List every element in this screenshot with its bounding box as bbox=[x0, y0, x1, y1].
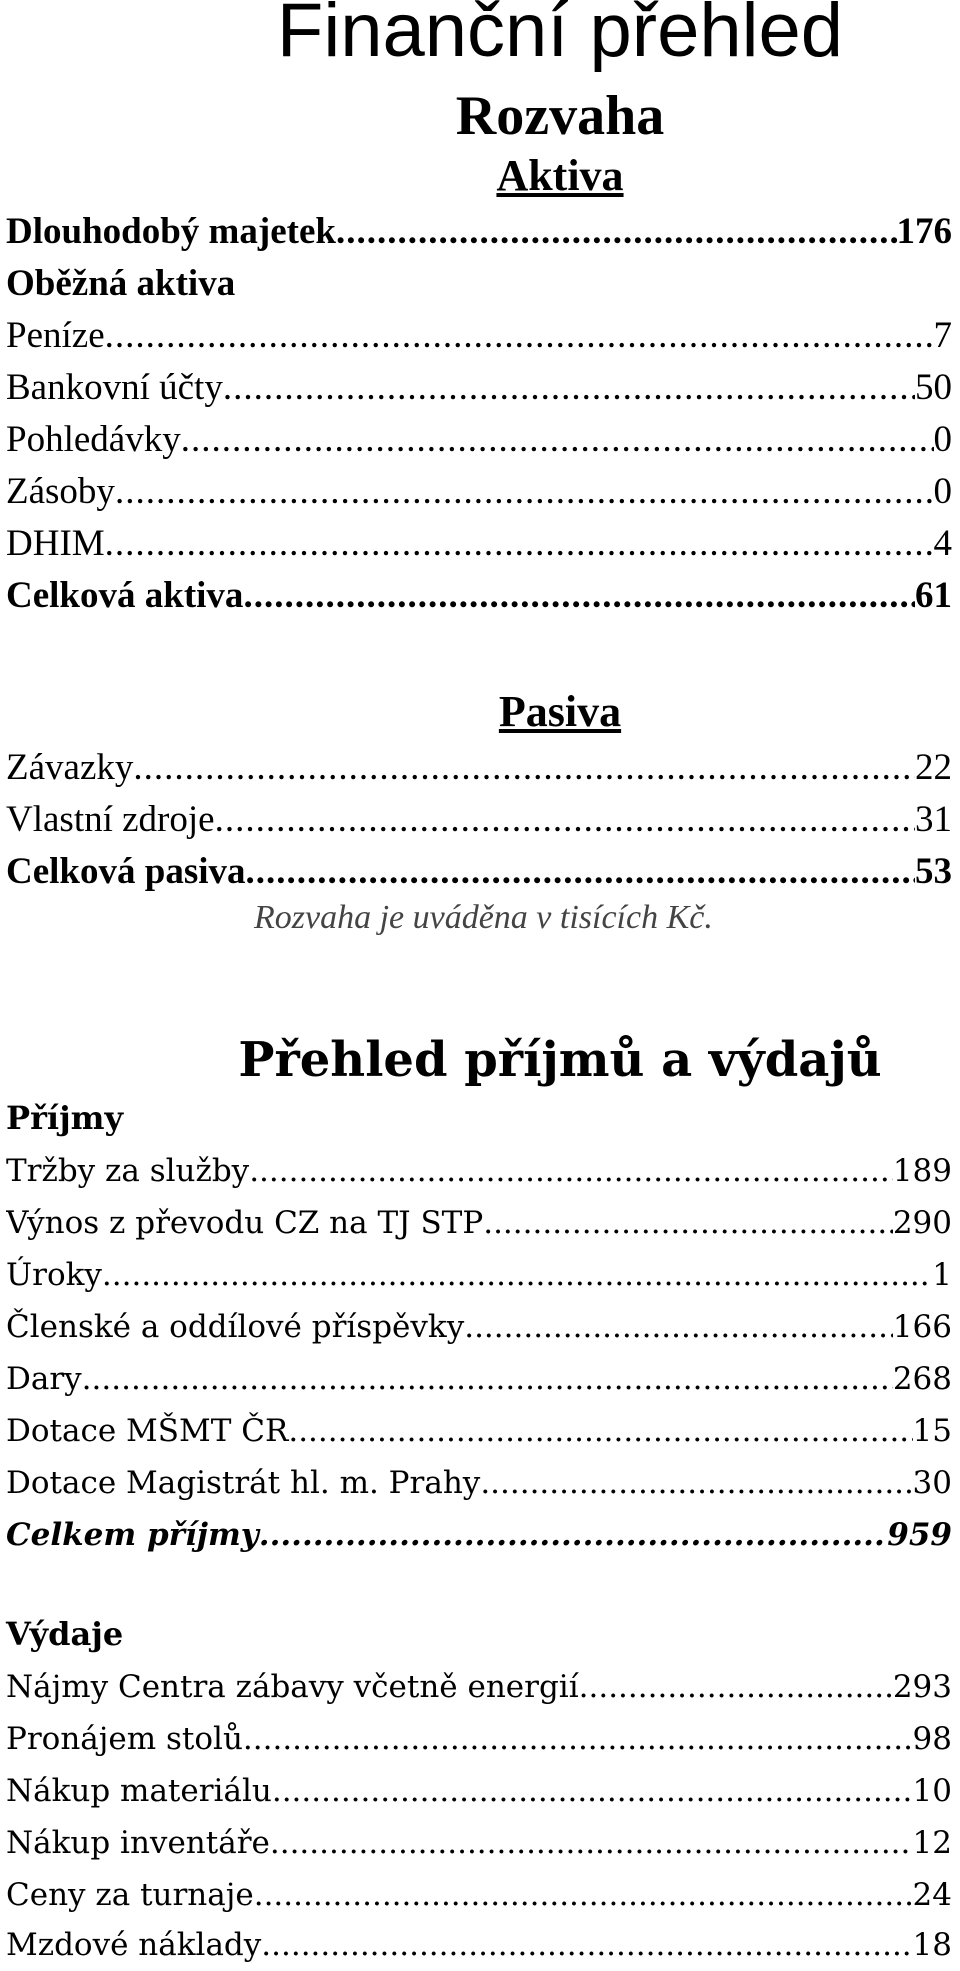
row-value: 0 bbox=[933, 419, 952, 460]
dot-leader bbox=[223, 362, 915, 414]
vydaje-row-najmy bbox=[6, 1662, 952, 1712]
row-label: Mzdové náklady bbox=[6, 1927, 262, 1963]
prijmy-row-uroky bbox=[6, 1250, 952, 1300]
aktiva-row-penize bbox=[6, 310, 952, 362]
row-value: 22 bbox=[915, 747, 952, 788]
dot-leader bbox=[464, 1302, 893, 1352]
row-value: 12 bbox=[912, 1825, 952, 1861]
row-label: Celková pasiva bbox=[6, 851, 246, 892]
row-value: 18 bbox=[912, 1927, 952, 1963]
aktiva-row-bankovni-ucty bbox=[6, 362, 952, 414]
rozvaha-title: Rozvaha bbox=[455, 85, 665, 147]
prijmy-row-dotace-msmt bbox=[6, 1406, 952, 1456]
row-value: 7 bbox=[933, 315, 952, 356]
prijmy-row-dary bbox=[6, 1354, 952, 1404]
row-value: 4 bbox=[933, 523, 952, 564]
row-label: Výnos z převodu CZ na TJ STP bbox=[6, 1205, 484, 1241]
dot-leader bbox=[288, 1406, 912, 1456]
vydaje-row-ceny-za-turnaje bbox=[6, 1870, 952, 1920]
dot-leader bbox=[261, 1920, 912, 1970]
row-value: 61 bbox=[915, 575, 952, 616]
dot-leader bbox=[133, 742, 915, 794]
row-label: Dotace MŠMT ČR bbox=[6, 1413, 289, 1449]
row-label: Pohledávky bbox=[6, 419, 181, 460]
row-value: 15 bbox=[912, 1413, 952, 1449]
dot-leader bbox=[215, 794, 915, 846]
vydaje-row-pronajem-stolu bbox=[6, 1714, 952, 1764]
dot-leader bbox=[272, 1766, 913, 1816]
prijmy-heading: Příjmy bbox=[6, 1099, 124, 1137]
row-label: Dlouhodobý majetek bbox=[6, 211, 336, 252]
row-label: Členské a oddílové příspěvky bbox=[6, 1309, 465, 1345]
row-value: 189 bbox=[892, 1153, 952, 1189]
row-label: Tržby za služby bbox=[6, 1153, 250, 1189]
row-value: 24 bbox=[912, 1877, 952, 1913]
dlouhodoby-majetek-row bbox=[6, 206, 952, 258]
pasiva-row-zavazky bbox=[6, 742, 952, 794]
row-value: 30 bbox=[912, 1465, 952, 1501]
prijmy-row-trzby bbox=[6, 1146, 952, 1196]
row-label: Pronájem stolů bbox=[6, 1721, 243, 1757]
row-value: 166 bbox=[892, 1309, 952, 1345]
row-label: Dotace Magistrát hl. m. Prahy bbox=[6, 1465, 481, 1501]
row-value: 50 bbox=[915, 367, 952, 408]
row-label: Ceny za turnaje bbox=[6, 1877, 254, 1913]
row-label: DHIM bbox=[6, 523, 105, 564]
dot-leader bbox=[246, 846, 915, 898]
row-label: Peníze bbox=[6, 315, 105, 356]
row-label: Celkem příjmy bbox=[6, 1517, 259, 1553]
aktiva-row-dhim bbox=[6, 518, 952, 570]
prijmy-row-vynos bbox=[6, 1198, 952, 1248]
dot-leader bbox=[243, 570, 915, 622]
row-label: Celková aktiva bbox=[6, 575, 244, 616]
dot-leader bbox=[270, 1818, 913, 1868]
vydaje-row-nakup-inventare bbox=[6, 1818, 952, 1868]
celkova-pasiva-row bbox=[6, 846, 952, 898]
dot-leader bbox=[249, 1146, 893, 1196]
dot-leader bbox=[181, 414, 934, 466]
row-value: 1 bbox=[932, 1257, 952, 1293]
row-label: Nákup inventáře bbox=[6, 1825, 270, 1861]
row-label: Zásoby bbox=[6, 471, 115, 512]
row-label: Vlastní zdroje bbox=[6, 799, 215, 840]
obezna-aktiva-heading: Oběžná aktiva bbox=[6, 263, 236, 304]
dot-leader bbox=[115, 466, 934, 518]
row-value: 268 bbox=[892, 1361, 952, 1397]
row-label: Závazky bbox=[6, 747, 134, 788]
row-value: 176 bbox=[896, 211, 952, 252]
dot-leader bbox=[82, 1354, 893, 1404]
row-value: 10 bbox=[912, 1773, 952, 1809]
prehled-title: Přehled příjmů a výdajů bbox=[238, 1032, 882, 1088]
dot-leader bbox=[102, 1250, 932, 1300]
dot-leader bbox=[254, 1870, 913, 1920]
row-label: Bankovní účty bbox=[6, 367, 223, 408]
row-value: 293 bbox=[892, 1669, 952, 1705]
dot-leader bbox=[105, 518, 934, 570]
vydaje-heading: Výdaje bbox=[6, 1615, 124, 1653]
aktiva-heading: Aktiva bbox=[496, 151, 624, 200]
celkova-aktiva-row bbox=[6, 570, 952, 622]
row-label: Nákup materiálu bbox=[6, 1773, 272, 1809]
row-value: 290 bbox=[892, 1205, 952, 1241]
vydaje-row-mzdove-naklady bbox=[6, 1920, 952, 1970]
dot-leader bbox=[579, 1662, 893, 1712]
aktiva-row-pohledavky bbox=[6, 414, 952, 466]
dot-leader bbox=[243, 1714, 913, 1764]
dot-leader bbox=[105, 310, 934, 362]
pasiva-row-vlastni-zdroje bbox=[6, 794, 952, 846]
row-value: 959 bbox=[887, 1517, 952, 1553]
row-value: 31 bbox=[915, 799, 952, 840]
dot-leader bbox=[483, 1198, 893, 1248]
row-label: Úroky bbox=[6, 1257, 102, 1293]
prijmy-row-dotace-magistrat bbox=[6, 1458, 952, 1508]
row-label: Nájmy Centra zábavy včetně energií bbox=[6, 1669, 579, 1705]
row-value: 98 bbox=[912, 1721, 952, 1757]
vydaje-row-nakup-materialu bbox=[6, 1766, 952, 1816]
dot-leader bbox=[259, 1510, 887, 1560]
celkem-prijmy-row bbox=[6, 1510, 952, 1560]
page-title: Finanční přehled bbox=[276, 0, 844, 73]
row-value: 53 bbox=[915, 851, 952, 892]
dot-leader bbox=[336, 206, 897, 258]
rozvaha-note: Rozvaha je uváděna v tisících Kč. bbox=[254, 899, 713, 936]
aktiva-row-zasoby bbox=[6, 466, 952, 518]
dot-leader bbox=[480, 1458, 912, 1508]
row-value: 0 bbox=[933, 471, 952, 512]
prijmy-row-clenske bbox=[6, 1302, 952, 1352]
row-label: Dary bbox=[6, 1361, 82, 1397]
pasiva-heading: Pasiva bbox=[498, 687, 622, 736]
